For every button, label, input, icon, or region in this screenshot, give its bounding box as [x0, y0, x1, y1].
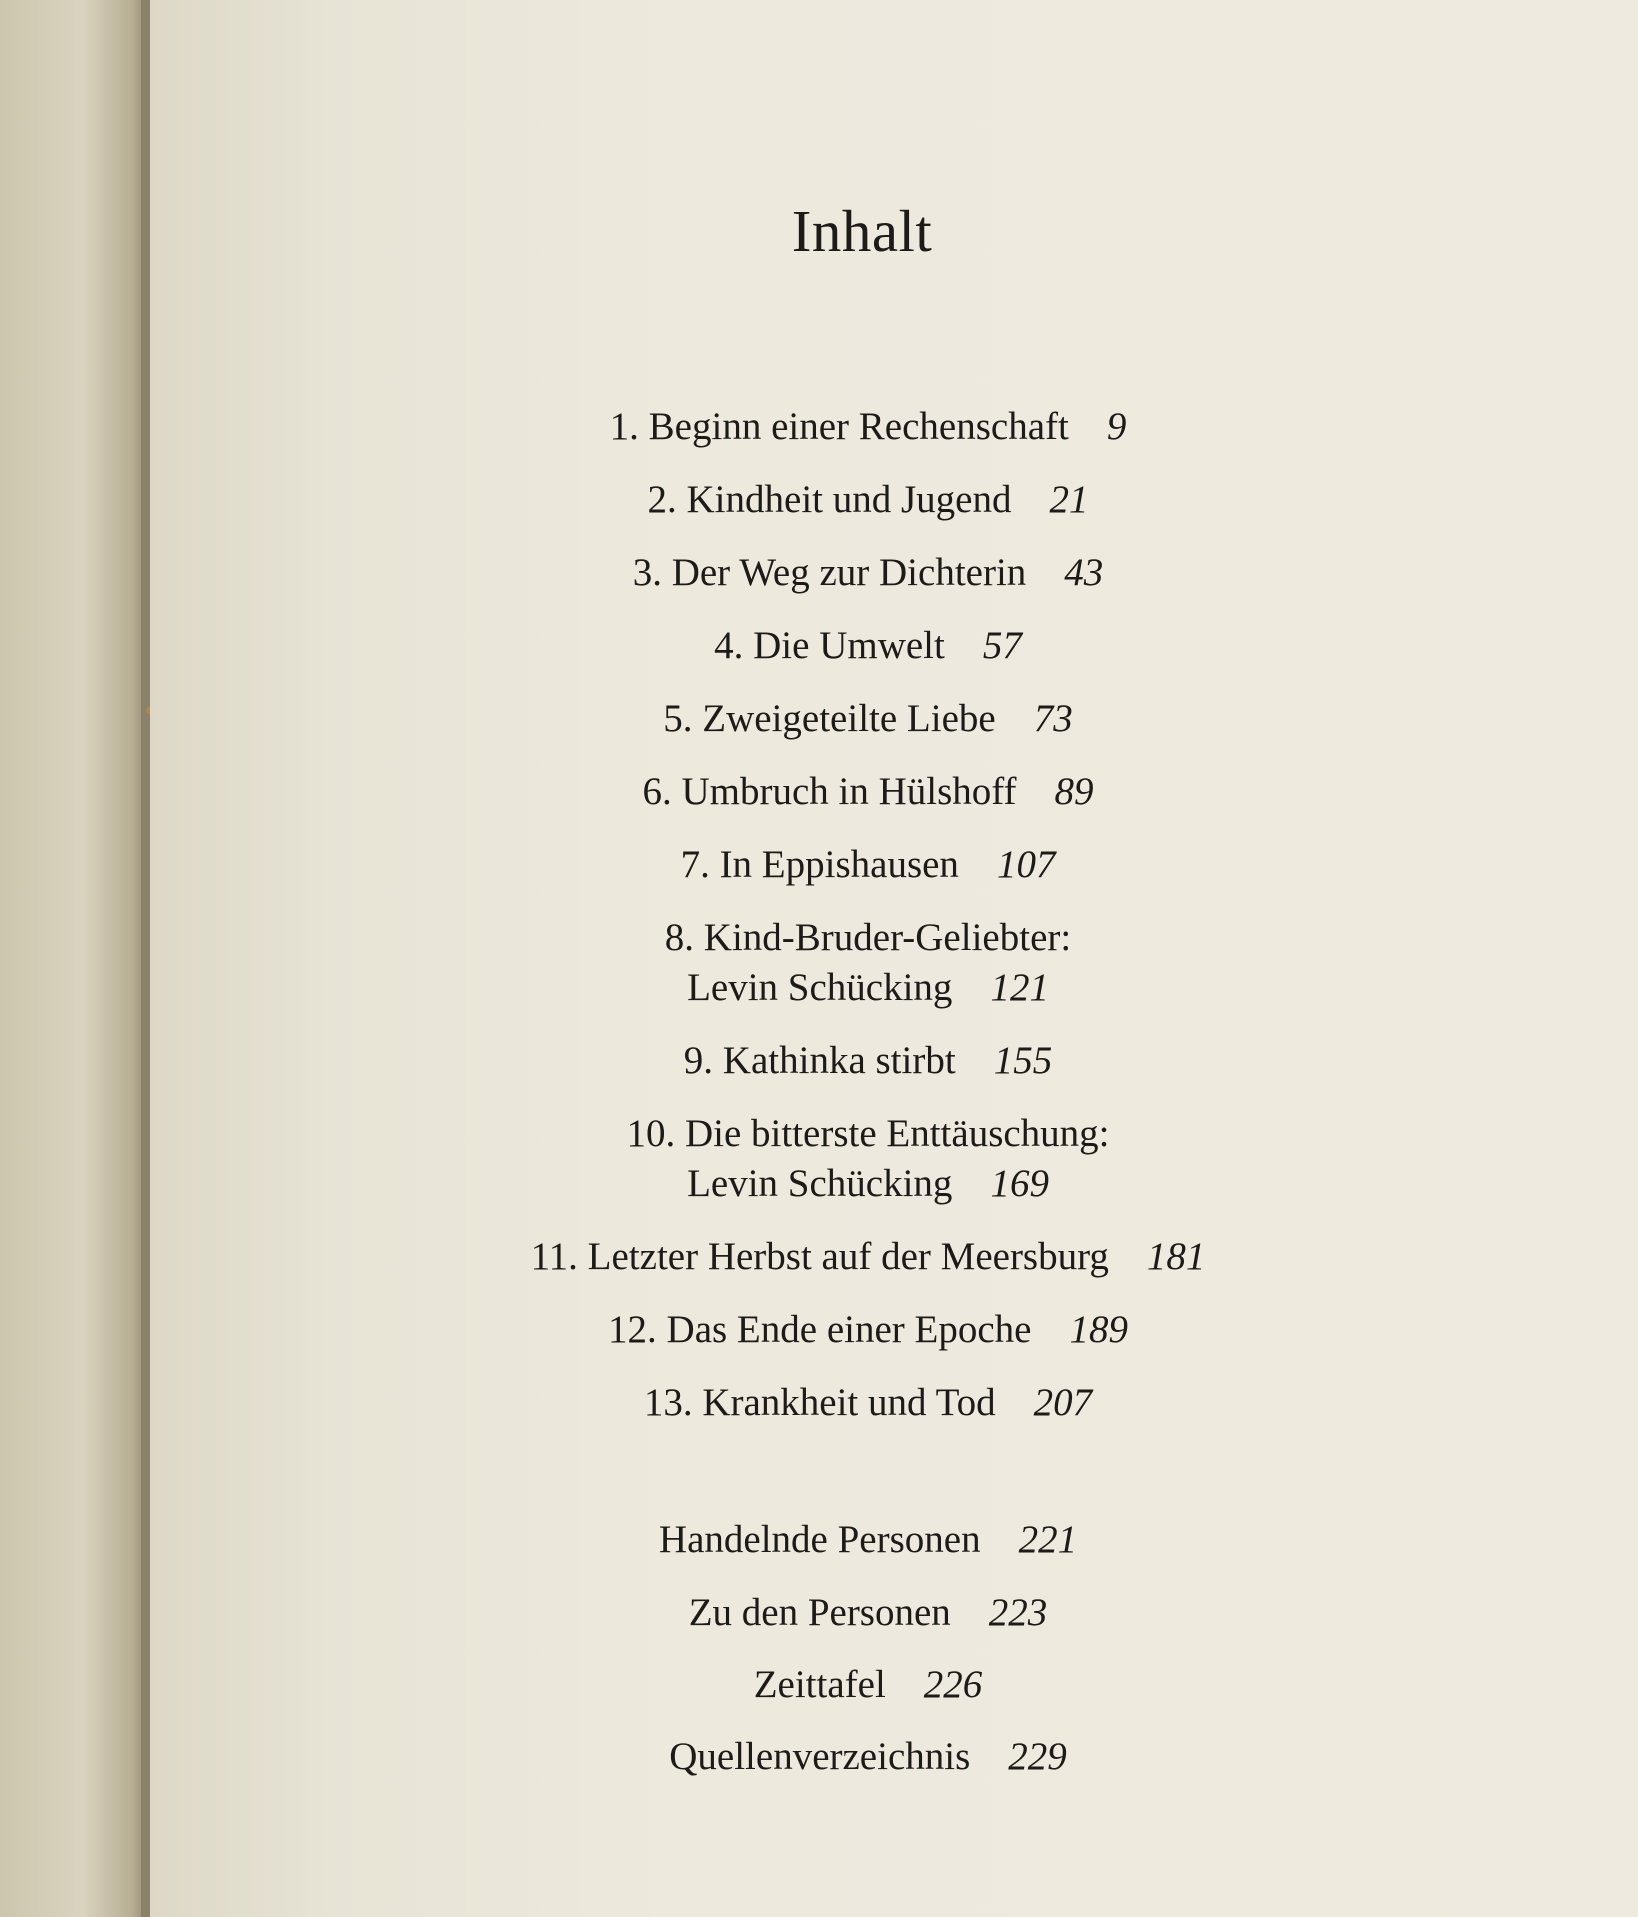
toc-appendix-1	[0, 1515, 1638, 1565]
toc-entry-title: 9. Kathinka stirbt	[683, 1039, 956, 1082]
toc-entry-title: 1. Beginn einer Rechenschaft	[609, 405, 1069, 448]
toc-entry-12	[0, 1305, 1638, 1355]
toc-entry-page: 226	[923, 1663, 983, 1706]
toc-entry-title: 2. Kindheit und Jugend	[647, 478, 1012, 521]
toc-entry-10-line1	[0, 1109, 1638, 1159]
toc-entry-page: 107	[996, 843, 1056, 886]
toc-entry-11	[0, 1232, 1638, 1282]
toc-entry-page: 221	[1018, 1518, 1078, 1561]
toc-entry-page: 223	[988, 1591, 1048, 1634]
toc-entry-13	[0, 1378, 1638, 1428]
toc-appendix-3	[0, 1660, 1638, 1710]
toc-entry-title: Zeittafel	[753, 1663, 886, 1706]
toc-entry-page: 73	[1033, 697, 1073, 740]
toc-entry-page: 9	[1106, 405, 1127, 448]
page-title: Inhalt	[791, 198, 933, 264]
toc-entry-page: 169	[990, 1162, 1049, 1205]
toc-entry-10-line2	[0, 1159, 1638, 1209]
toc-entry-8-line2	[0, 963, 1638, 1013]
toc-entry-title: Zu den Personen	[688, 1591, 951, 1634]
toc-entry-title: 6. Umbruch in Hülshoff	[642, 770, 1017, 813]
toc-entry-page: 181	[1146, 1235, 1206, 1278]
toc-entry-page: 155	[993, 1039, 1053, 1082]
toc-entry-2	[0, 475, 1638, 525]
toc-entry-3	[0, 548, 1638, 598]
toc-entry-title: 5. Zweigeteilte Liebe	[663, 697, 996, 740]
toc-entry-title: 10. Die bitterste Enttäuschung:	[626, 1112, 1110, 1155]
toc-entry-1	[0, 402, 1638, 452]
toc-entry-title: Handelnde Personen	[658, 1518, 981, 1561]
toc-entry-page: 121	[990, 966, 1049, 1009]
toc-entry-page: 89	[1054, 770, 1094, 813]
toc-entry-8-line1	[0, 913, 1638, 963]
toc-entry-page: 21	[1049, 478, 1089, 521]
toc-entry-page: 43	[1064, 551, 1104, 594]
toc-entry-5	[0, 694, 1638, 744]
toc-entry-page: 229	[1008, 1735, 1067, 1778]
toc-entry-title: 4. Die Umwelt	[714, 624, 945, 667]
toc-entry-9	[0, 1036, 1638, 1086]
toc-entry-7	[0, 840, 1638, 890]
toc-appendix-4	[0, 1732, 1638, 1782]
toc-entry-title: Quellenverzeichnis	[669, 1735, 971, 1778]
toc-entry-title: 12. Das Ende einer Epoche	[608, 1308, 1032, 1351]
toc-entry-page: 207	[1033, 1381, 1093, 1424]
toc-entry-title: 11. Letzter Herbst auf der Meersburg	[530, 1235, 1109, 1278]
toc-entry-title: 7. In Eppishausen	[680, 843, 959, 886]
toc-entry-title-continued: Levin Schücking	[687, 1162, 953, 1205]
toc-entry-title: 13. Krankheit und Tod	[643, 1381, 996, 1424]
toc-entry-page: 57	[982, 624, 1022, 667]
toc-entry-title-continued: Levin Schücking	[687, 966, 953, 1009]
toc-entry-4	[0, 621, 1638, 671]
toc-entry-title: 3. Der Weg zur Dichterin	[632, 551, 1027, 594]
toc-entry-page: 189	[1069, 1308, 1128, 1351]
toc-entry-6	[0, 767, 1638, 817]
toc-entry-title: 8. Kind-Bruder-Geliebter:	[664, 916, 1072, 959]
toc-appendix-2	[0, 1588, 1638, 1638]
